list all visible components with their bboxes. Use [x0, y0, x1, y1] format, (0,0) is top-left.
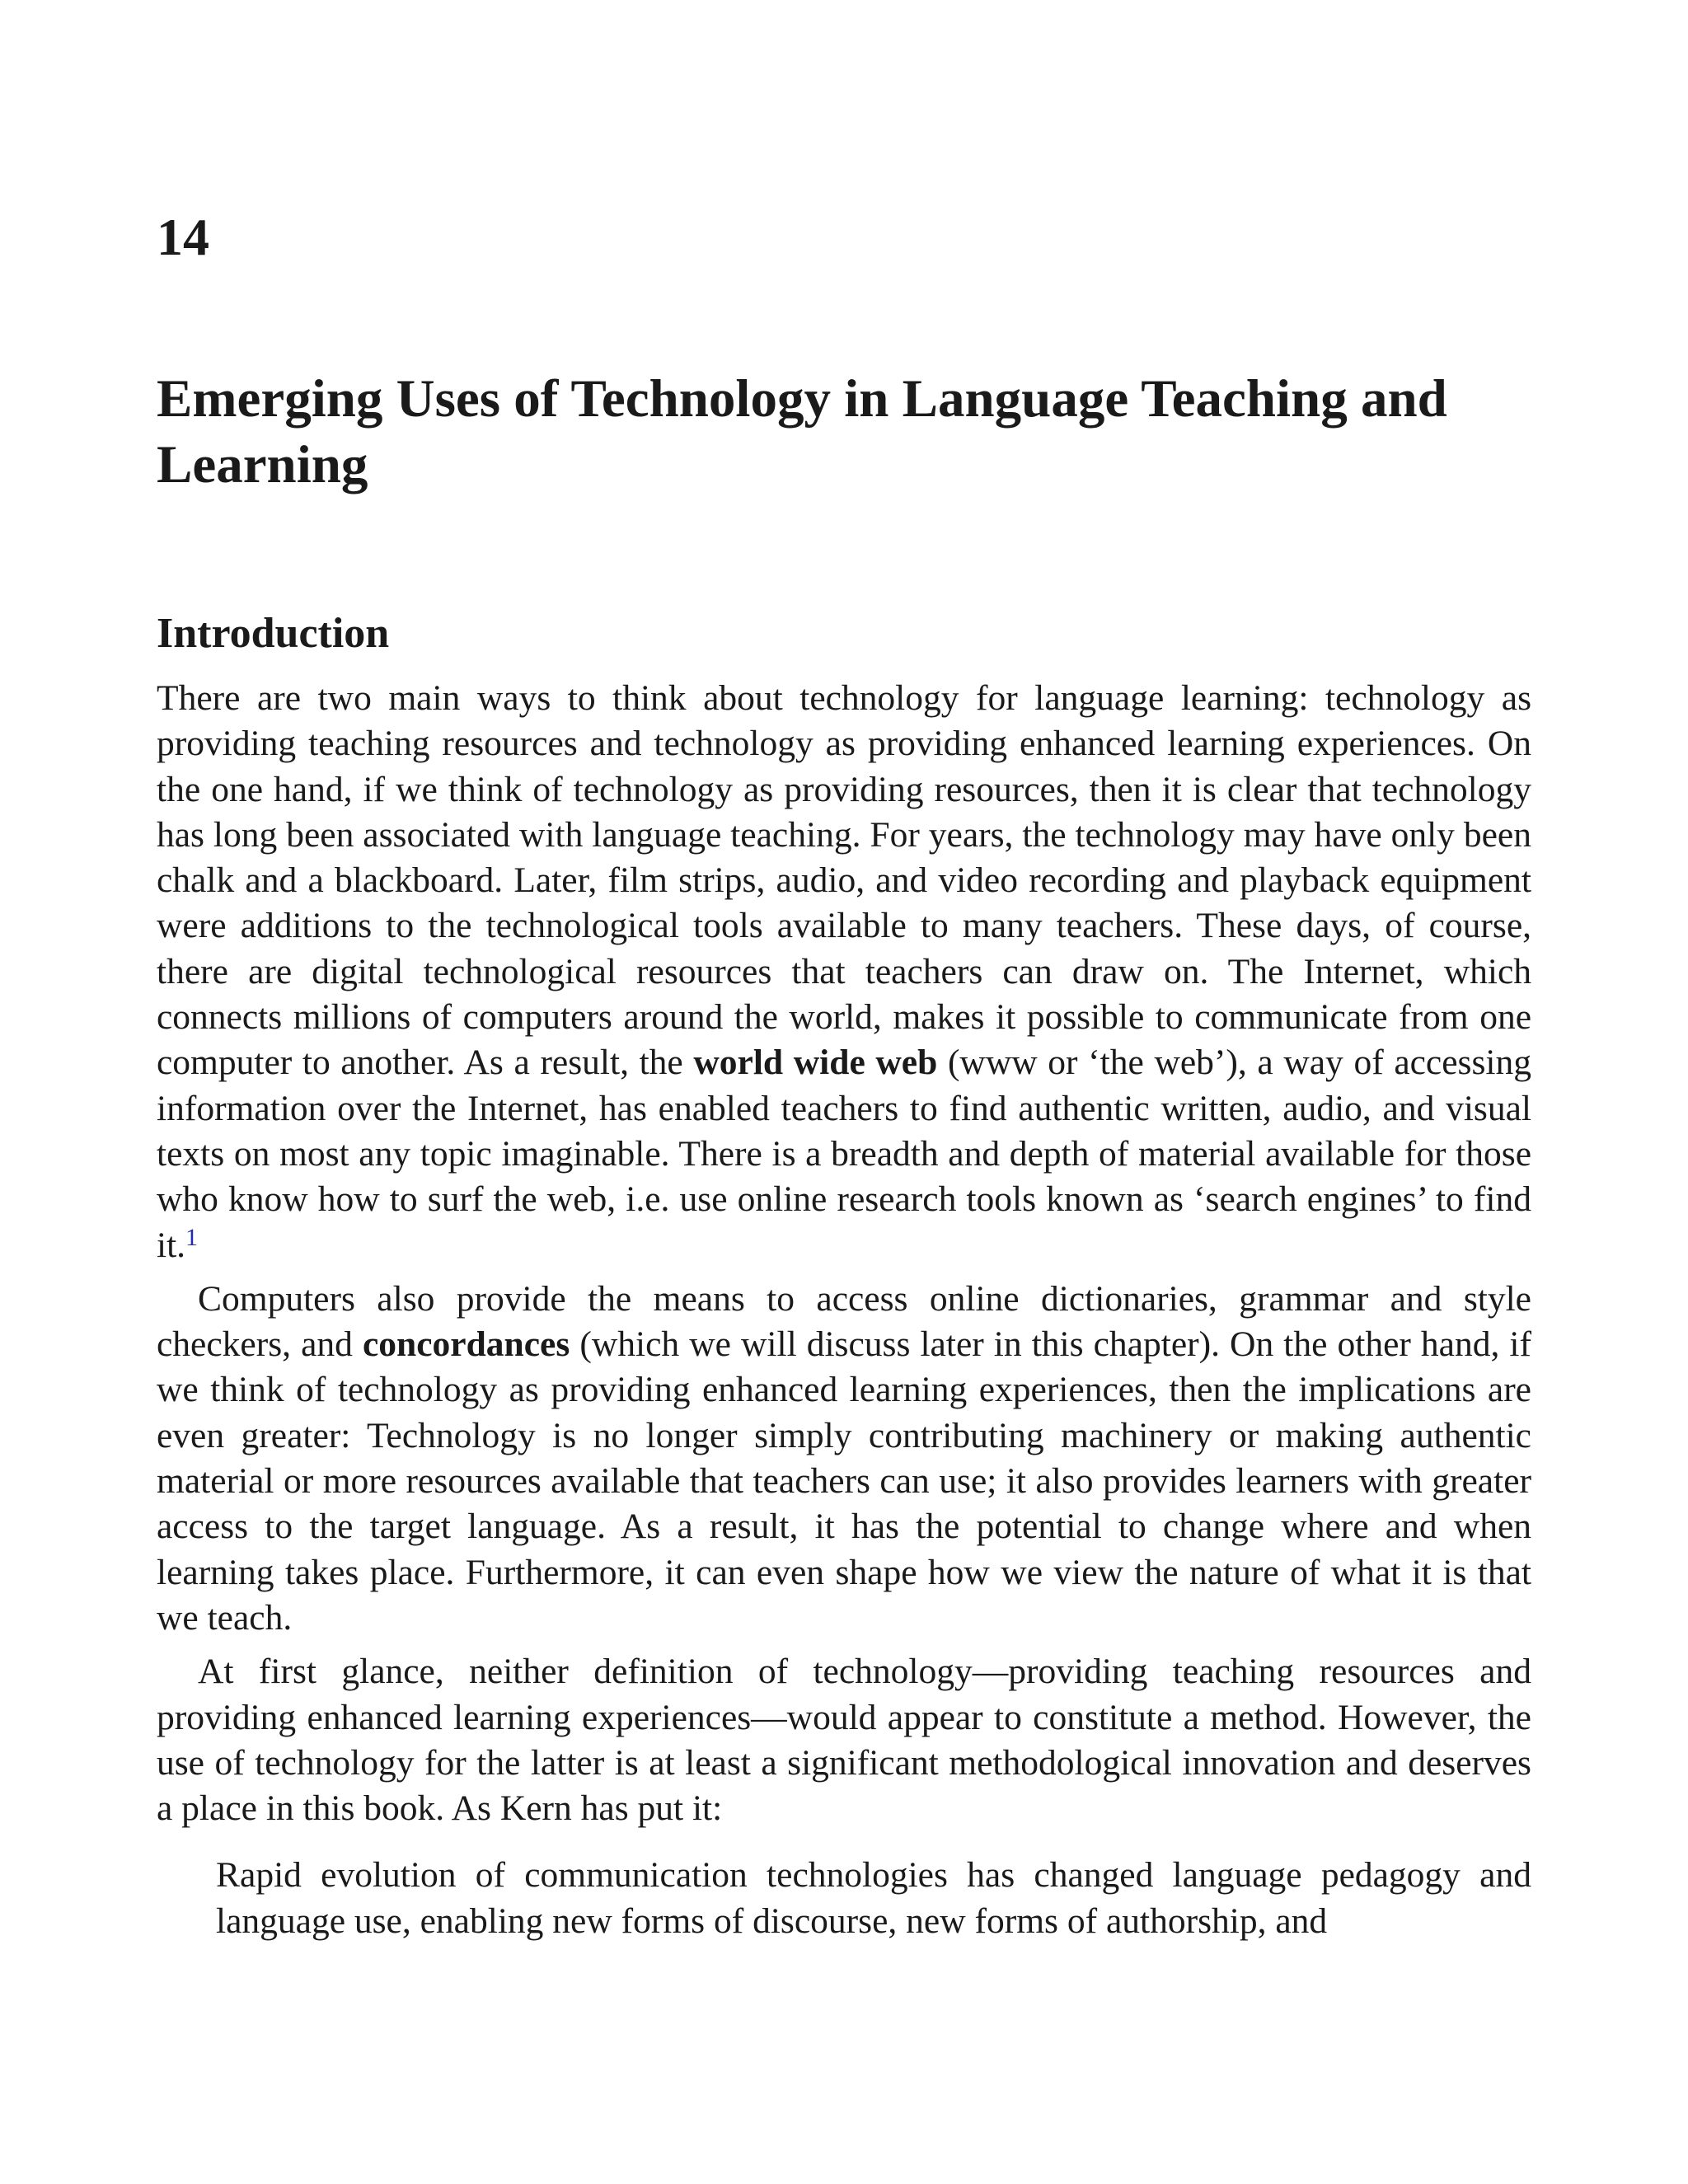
paragraph-1-text-a: There are two main ways to think about technology for language learning: technology as providing teaching resources and technology as providing enhanced learning experiences. On the one hand, if we think of technology as providing resources, then it is clear that technology has long been associated with language teaching. For years, the technology may have only been chalk and a blackboard. Later, film strips, audio, and video recording and playback equipment were additions to the technological tools available to many teachers. These days, of course, there are digital technological resources that teachers can draw on. The Internet, which connects millions of computers around the world, makes it possible to communicate from one computer to another. As a result, the — [157, 678, 1531, 1083]
term-world-wide-web: world wide web — [693, 1043, 938, 1083]
body-text — [157, 676, 1531, 1944]
chapter-number: 14 — [157, 208, 209, 266]
footnote-link[interactable]: 1 — [185, 1223, 199, 1251]
block-quote: Rapid evolution of communication technologies has changed language pedagogy and language use, enabling new forms of discourse, new forms of authorship, and — [216, 1855, 1531, 1941]
section-heading: Introduction — [157, 610, 390, 657]
chapter-title: Emerging Uses of Technology in Language Teaching and Learning — [157, 369, 1447, 494]
paragraph-2-text-a: Computers also provide the means to access online dictionaries, grammar and style checkers, and — [157, 1278, 1531, 1365]
paragraph-1 — [157, 676, 1531, 1268]
term-concordances: concordances — [362, 1324, 570, 1365]
paragraph-3: At first glance, neither definition of technology—providing teaching resources and providing enhanced learning experiences—would appear to constitute a method. However, the use of technology for the latter is at least a significant methodological innovation and deserves a place in this book. As Kern has put it: — [157, 1652, 1531, 1829]
paragraph-2-text-b: (which we will discuss later in this chapter). On the other hand, if we think of technology as providing enhanced learning experiences, then the implications are even greater: Technology is no longer simply contributing machinery or making authentic material or more resources available that teachers can use; it also provides learners with greater access to the target language. As a result, it has the potential to change where and when learning takes place. Furthermore, it can even shape how we view the nature of what it is that we teach. — [157, 1324, 1531, 1638]
paragraph-2 — [157, 1277, 1531, 1641]
paragraph-1-text-b: (www or ‘the web’), a way of accessing information over the Internet, has enabled teachers to find authentic written, audio, and visual texts on most any topic imaginable. There is a breadth and depth of material available for those who know how to surf the web, i.e. use online research tools known as ‘search engines’ to find it. — [157, 1043, 1531, 1265]
